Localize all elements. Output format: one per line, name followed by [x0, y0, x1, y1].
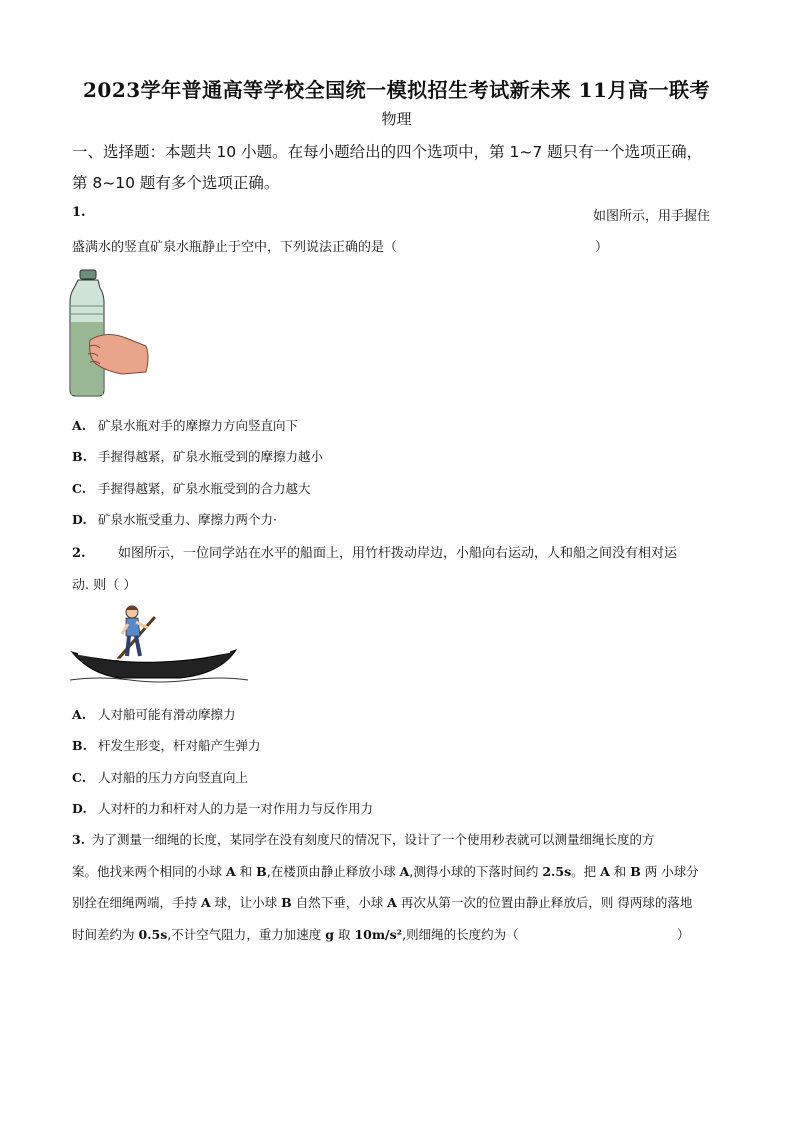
question-2-option-c: C. 人对船的压力方向竖直向上 [72, 770, 249, 785]
water-bottle-in-hand-icon [66, 266, 154, 398]
question-2-option-d: D. 人对杆的力和杆对人的力是一对作用力与反作用力 [72, 801, 374, 816]
question-2-option-b: B. 杆发生形变，杆对船产生弹力 [72, 738, 261, 753]
question-1-stem-line-2: 盛满水的竖直矿泉水瓶静止于空中，下列说法正确的是（ [72, 240, 398, 255]
question-3-line-2: 案。他找来两个相同的小球 A 和 B,在楼顶由静止释放小球 A,测得小球的下落时间约 2.5s。把 A 和 B 两 小球分 [72, 864, 699, 879]
question-3-line-4: 时间差约为 0.5s,不计空气阻力，重力加速度 g 取 10m/s²,则细绳的长度约为（ [72, 927, 519, 942]
subject-label: 物理 [381, 110, 412, 128]
person-poling-boat-icon [70, 604, 250, 684]
question-1-option-c: C. 手握得越紧，矿泉水瓶受到的合力越大 [72, 481, 311, 496]
page-title: 2023学年普通高等学校全国统一模拟招生考试新未来 11月高一联考 [83, 78, 710, 102]
question-1-number: 1. [72, 205, 86, 220]
question-3-paren-close: ） [677, 927, 690, 942]
question-1-option-a: A. 矿泉水瓶对手的摩擦力方向竖直向下 [72, 418, 299, 433]
question-1-option-b: B. 手握得越紧，矿泉水瓶受到的摩擦力越小 [72, 449, 324, 464]
question-3-line-3: 别拴在细绳两端，手持 A 球，让小球 B 自然下垂，小球 A 再次从第一次的位置由静止释放后，则 得两球的落地 [72, 895, 693, 910]
question-3-line-1: 3. 为了测量一细绳的长度，某同学在没有刻度尺的情况下，设计了一个使用秒表就可以测量细绳长度的方 [72, 832, 655, 847]
question-1-paren-close: ） [595, 240, 609, 255]
question-2-stem-line-1: 2. 如图所示，一位同学站在水平的船面上，用竹杆拨动岸边，小船向右运动，人和船之间没有相对运 [72, 546, 678, 561]
section-instructions-line-2: 第 8~10 题有多个选项正确。 [72, 174, 280, 192]
question-2-stem-line-2: 动. 则（ ） [72, 578, 137, 593]
question-2-option-a: A. 人对船可能有滑动摩擦力 [72, 707, 236, 722]
question-1-option-d: D. 矿泉水瓶受重力、摩擦力两个力· [72, 512, 277, 527]
question-1-stem-right: 如图所示，用手握住 [593, 209, 711, 224]
section-instructions-line-1: 一、选择题：本题共 10 小题。在每小题给出的四个选项中，第 1~7 题只有一个选项正确， [72, 143, 703, 161]
